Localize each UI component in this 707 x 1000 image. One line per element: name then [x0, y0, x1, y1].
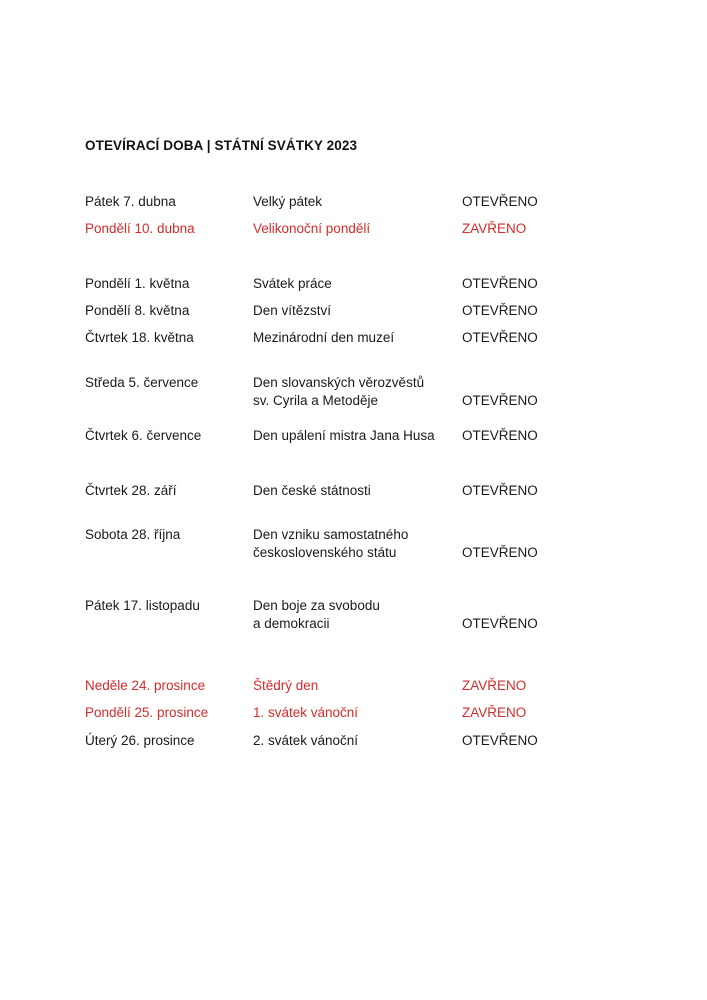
holiday-name-line: Den vzniku samostatného — [253, 527, 409, 542]
holiday-name — [253, 704, 358, 722]
holiday-name-line: 1. svátek vánoční — [253, 705, 359, 720]
holiday-name — [253, 427, 435, 445]
holiday-date: Pondělí 10. dubna — [85, 221, 195, 236]
holiday-name-line: Den slovanských věrozvěstů — [253, 375, 425, 390]
holiday-name-line: Den upálení mistra Jana Husa — [253, 428, 435, 443]
holiday-name — [253, 275, 332, 293]
holiday-name — [253, 732, 358, 750]
holiday-name — [253, 482, 371, 500]
opening-status: OTEVŘENO — [462, 616, 538, 631]
holiday-name-line: a demokracii — [253, 616, 330, 631]
holiday-name-line: československého státu — [253, 545, 397, 560]
holiday-name-line: sv. Cyrila a Metoděje — [253, 393, 379, 408]
holiday-name-line: 2. svátek vánoční — [253, 733, 359, 748]
opening-status: ZAVŘENO — [462, 221, 527, 236]
holiday-name-line: Den boje za svobodu — [253, 598, 380, 613]
holiday-date: Pondělí 1. května — [85, 276, 190, 291]
holiday-name — [253, 329, 394, 347]
opening-status: OTEVŘENO — [462, 545, 538, 560]
holiday-name — [253, 374, 424, 410]
opening-status: ZAVŘENO — [462, 705, 527, 720]
holiday-name — [253, 526, 408, 562]
holiday-name-line: Den vítězství — [253, 303, 332, 318]
opening-status: OTEVŘENO — [462, 303, 538, 318]
holiday-name-line: Štědrý den — [253, 678, 319, 693]
holiday-name-line: Svátek práce — [253, 276, 332, 291]
holiday-name — [253, 193, 322, 211]
holiday-name-line: Mezinárodní den muzeí — [253, 330, 395, 345]
opening-status: OTEVŘENO — [462, 276, 538, 291]
opening-status: OTEVŘENO — [462, 393, 538, 408]
opening-status: OTEVŘENO — [462, 733, 538, 748]
opening-status: OTEVŘENO — [462, 428, 538, 443]
holiday-name — [253, 677, 318, 695]
holiday-name — [253, 302, 331, 320]
page-title: OTEVÍRACÍ DOBA | STÁTNÍ SVÁTKY 2023 — [85, 138, 358, 153]
opening-status: OTEVŘENO — [462, 330, 538, 345]
holiday-name-line: Velký pátek — [253, 194, 323, 209]
holiday-name-line: Velikonoční pondělí — [253, 221, 371, 236]
holiday-date: Úterý 26. prosince — [85, 733, 195, 748]
holiday-date: Pondělí 8. května — [85, 303, 190, 318]
holiday-date: Středa 5. července — [85, 375, 199, 390]
opening-status: ZAVŘENO — [462, 678, 527, 693]
holiday-date: Pondělí 25. prosince — [85, 705, 209, 720]
holiday-name — [253, 597, 380, 633]
holiday-name-line: Den české státnosti — [253, 483, 371, 498]
opening-status: OTEVŘENO — [462, 194, 538, 209]
holiday-date: Sobota 28. října — [85, 527, 181, 542]
holiday-date: Čtvrtek 18. května — [85, 330, 194, 345]
holiday-name — [253, 220, 370, 238]
holiday-date: Pátek 17. listopadu — [85, 598, 200, 613]
opening-status: OTEVŘENO — [462, 483, 538, 498]
holiday-date: Neděle 24. prosince — [85, 678, 206, 693]
holiday-date: Pátek 7. dubna — [85, 194, 176, 209]
holiday-date: Čtvrtek 28. září — [85, 483, 177, 498]
holiday-date: Čtvrtek 6. července — [85, 428, 202, 443]
